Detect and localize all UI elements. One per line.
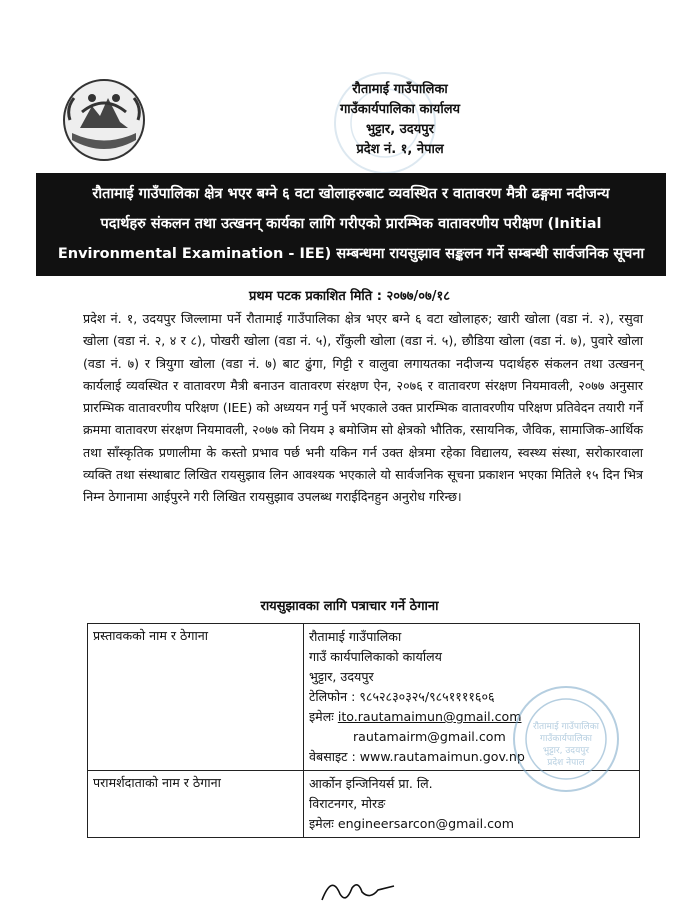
proposer-email-label: इमेलः: [309, 709, 334, 724]
nepal-government-emblem-icon: [62, 78, 146, 162]
banner-line-3: Environmental Examination - IEE) सम्बन्धमा रायसुझाव सङ्कलन गर्ने सम्बन्धी सार्वजनिक सूचना: [57, 246, 645, 262]
proposer-name: रौतामाई गाउँपालिका: [309, 629, 402, 644]
consultant-name: आर्कोन इन्जिनियर्स प्रा. लि.: [309, 776, 433, 791]
svg-text:रौतामाई गाउँपालिका: रौतामाई गाउँपालिका: [533, 722, 599, 732]
office-header: [300, 80, 500, 160]
proposer-website[interactable]: वेबसाइट : www.rautamaimun.gov.np: [309, 749, 525, 764]
office-stamp-icon: [510, 683, 622, 795]
consultant-location: विराटनगर, मोरङ: [309, 796, 386, 811]
proposer-email-2[interactable]: rautamairm@gmail.com: [353, 729, 506, 744]
proposer-location: भुट्टार, उदयपुर: [309, 669, 374, 684]
proposer-phone: टेलिफोन : ९८५२८३०३२५/९८५११११६०६: [309, 689, 495, 704]
consultant-email-line: [309, 814, 634, 834]
header-office: गाउँकार्यपालिका कार्यालय: [339, 102, 461, 117]
notice-body-paragraph: प्रदेश नं. १, उदयपुर जिल्लामा पर्ने रौतामाई गाउँपालिका क्षेत्र भएर बग्ने ६ वटा खोलाहरु; खारी खोला (वडा नं. २), रसुवा खोला (वडा नं. २, ४ र ८), पोखरी खोला (वडा नं. ५), राँकुली खोला (वडा नं. ५), छौडिया खोला (वडा नं. ७), पुवारे खोला (वडा नं. ७) र त्रियुगा खोला (वडा नं. ७) बाट ढुंगा, गिट्टी र वालुवा लगायतका नदीजन्य पदार्थहरु संकलन तथा उत्खनन् कार्यलाई व्यवस्थित र वातावरण मैत्री बनाउन वातावरण संरक्षण ऐन, २०७६ र वातावरण संरक्षण नियमावली, २०७७ अनुसार प्रारम्भिक वातावरणीय परिक्षण (IEE) को अध्ययन गर्नु पर्ने भएकाले उक्त प्रारम्भिक वातावरणीय परिक्षण प्रतिवेदन तयारी गर्ने क्रममा वातावरण संरक्षण नियमावली, २०७७ को नियम ३ बमोजिम सो क्षेत्रको भौतिक, रसायनिक, जैविक, सामाजिक-आर्थिक तथा साँस्कृतिक प्रणालीमा के कस्तो प्रभाव पर्छ भनी यकिन गर्न उक्त क्षेत्रमा रहेका विद्यालय, स्वस्थ्य संस्था, सरोकारवाला व्यक्ति तथा संस्थाबाट लिखित रायसुझाव लिन आवश्यक भएकाले यो सार्वजनिक सूचना प्रकाशन भएका मितिले १५ दिन भित्र निम्न ठेगानामा आईपुरने गरी लिखित रायसुझाव उपलब्ध गराईदिनहुन अनुरोध गरिन्छ।: [83, 311, 643, 505]
svg-text:प्रदेश नेपाल: प्रदेश नेपाल: [547, 758, 585, 768]
signature-icon: [318, 870, 398, 906]
publication-date: प्रथम पटक प्रकाशित मिति : २०७७/०७/१८: [248, 289, 451, 304]
consultant-label: परामर्शदाताको नाम र ठेगाना: [88, 771, 304, 838]
proposer-label: प्रस्तावकको नाम र ठेगाना: [88, 624, 304, 771]
svg-text:गाउँकार्यपालिका: गाउँकार्यपालिका: [540, 734, 592, 744]
consultant-email-label: इमेलः: [309, 816, 334, 831]
svg-text:भुट्टार, उदयपुर: भुट्टार, उदयपुर: [542, 746, 590, 756]
header-municipality: रौतामाई गाउँपालिका: [352, 82, 448, 97]
notice-title-banner: [36, 173, 666, 276]
banner-line-1: रौतामाई गाउँपालिका क्षेत्र भएर बग्ने ६ वटा खोलाहरुबाट व्यवस्थित र वातावरण मैत्री ढङ्गमा नदीजन्य: [92, 186, 610, 202]
proposer-office: गाउँ कार्यपालिकाको कार्यालय: [309, 649, 442, 664]
banner-line-2: पदार्थहरु संकलन तथा उत्खनन् कार्यका लागि गरीएको प्रारम्भिक वातावरणीय परीक्षण (Initial: [100, 216, 602, 232]
address-heading: रायसुझावका लागि पत्राचार गर्ने ठेगाना: [260, 599, 439, 614]
proposer-email-1[interactable]: ito.rautamaimun@gmail.com: [337, 709, 522, 724]
header-location: भुट्टार, उदयपुर: [366, 122, 434, 137]
header-province: प्रदेश नं. १, नेपाल: [356, 142, 444, 157]
consultant-email[interactable]: engineersarcon@gmail.com: [337, 816, 514, 831]
